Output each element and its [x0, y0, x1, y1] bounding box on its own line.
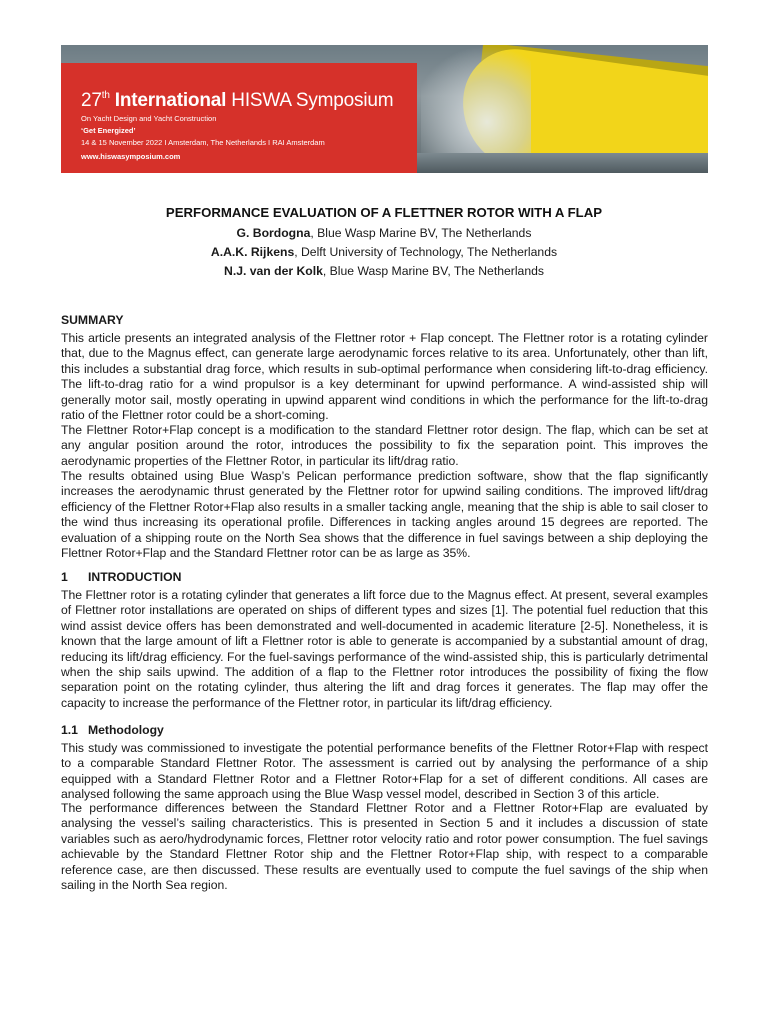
summary-paragraph: The results obtained using Blue Wasp’s Pelican performance prediction software, show that the flap significantly increases the aerodynamic thrust generated by the Flettner rotor for upwind sailing conditions. The improved lift/drag efficiency of the Flettner Rotor+Flap also results in a smaller tacking angle, meaning that the ship is able to sail closer to the wind thus increasing its operational profile. Differences in tacking angles around 15 degrees are reported. The evaluation of a shipping route on the North Sea shows that the difference in fuel savings between a ship deploying the Flettner Rotor+Flap and the Standard Flettner rotor can be as large as 35%. [61, 469, 708, 561]
symposium-subtitle: On Yacht Design and Yacht Construction [81, 114, 217, 123]
summary-paragraph: This article presents an integrated analysis of the Flettner rotor + Flap concept. The Flettner rotor is a rotating cylinder that, due to the Magnus effect, can generate large aerodynamic forces relative to its area. Unfortunately, other than lift, this includes a substantial drag force, which results in sub-optimal performance when considering lift-to-drag efficiency. The lift-to-drag ratio for a wind propulsor is a key determinant for upwind performance. A wind-assisted ship will generally motor sail, mostly operating in upwind apparent wind conditions in which the performance for the lift-to-drag ratio of the Flettner rotor could be a short-coming. [61, 331, 708, 423]
summary-paragraph: The Flettner Rotor+Flap concept is a modification to the standard Flettner rotor design. The flap, which can be set at any angular position around the rotor, introduces the possibility to fix the separation point. This improves the aerodynamic properties of the Flettner Rotor, in particular its lift/drag ratio. [61, 423, 708, 468]
sea-image [417, 153, 708, 173]
author-line: N.J. van der Kolk, Blue Wasp Marine BV, The Netherlands [224, 264, 544, 278]
introduction-heading: 1 INTRODUCTION [61, 570, 182, 584]
author-line: G. Bordogna, Blue Wasp Marine BV, The Netherlands [236, 226, 532, 240]
methodology-paragraph: The performance differences between the Standard Flettner Rotor and a Flettner Rotor+Flap are evaluated by analysing the vessel’s sailing characteristics. This is presented in Section 5 and it includes a discussion of state variables such as aero/hydrodynamic forces, Flettner rotor velocity ratio and rotor power consumption. The fuel savings achievable by the Standard Flettner Rotor ship and the Flettner Rotor+Flap ship, with respect to a comparable reference case, are then discussed. These results are eventually used to compute the fuel savings of the ship when sailing in the North Sea region. [61, 801, 708, 893]
methodology-heading: 1.1 Methodology [61, 723, 164, 737]
symposium-website: www.hiswasymposium.com [81, 152, 181, 161]
paper-title: PERFORMANCE EVALUATION OF A FLETTNER ROTOR WITH A FLAP [165, 205, 603, 220]
introduction-paragraph: The Flettner rotor is a rotating cylinder that generates a lift force due to the Magnus effect. At present, several examples of Flettner rotor installations are operated on ships of different types and sizes [1]. The potential fuel reduction that this wind assist device offers has been demonstrated and well-documented in academic literature [2-5]. Nonetheless, it is known that the large amount of lift a Flettner rotor is able to generate is accompanied by a substantial amount of drag, reducing its lift/drag efficiency. For the fuel-savings performance of the wind-assisted ship, this is particularly detrimental when the ship sails upwind. The addition of a flap to the Flettner rotor introduces the possibility of fixing the flow separation point on the rotating cylinder, thus altering the lift and drag forces it generates. The flap may offer the capacity to increase the performance of the Flettner rotor, in particular its lift/drag efficiency. [61, 588, 708, 710]
symposium-date-place: 14 & 15 November 2022 I Amsterdam, The Netherlands I RAI Amsterdam [81, 138, 325, 147]
symposium-theme: ‘Get Energized’ [81, 126, 136, 135]
author-line: A.A.K. Rijkens, Delft University of Technology, The Netherlands [210, 245, 558, 259]
symposium-title: 27th International HISWA Symposium [81, 90, 394, 111]
methodology-paragraph: This study was commissioned to investigate the potential performance benefits of the Flettner Rotor+Flap with respect to a comparable Standard Flettner Rotor. The assessment is carried out by analysing the performance of a ship equipped with a Standard Flettner Rotor and a Flettner Rotor+Flap for a set of different conditions. All cases are analysed following the same approach using the Blue Wasp vessel model, described in Section 3 of this article. [61, 741, 708, 802]
summary-heading: SUMMARY [61, 313, 124, 327]
banner-red-panel [61, 63, 417, 173]
symposium-banner [61, 45, 708, 173]
